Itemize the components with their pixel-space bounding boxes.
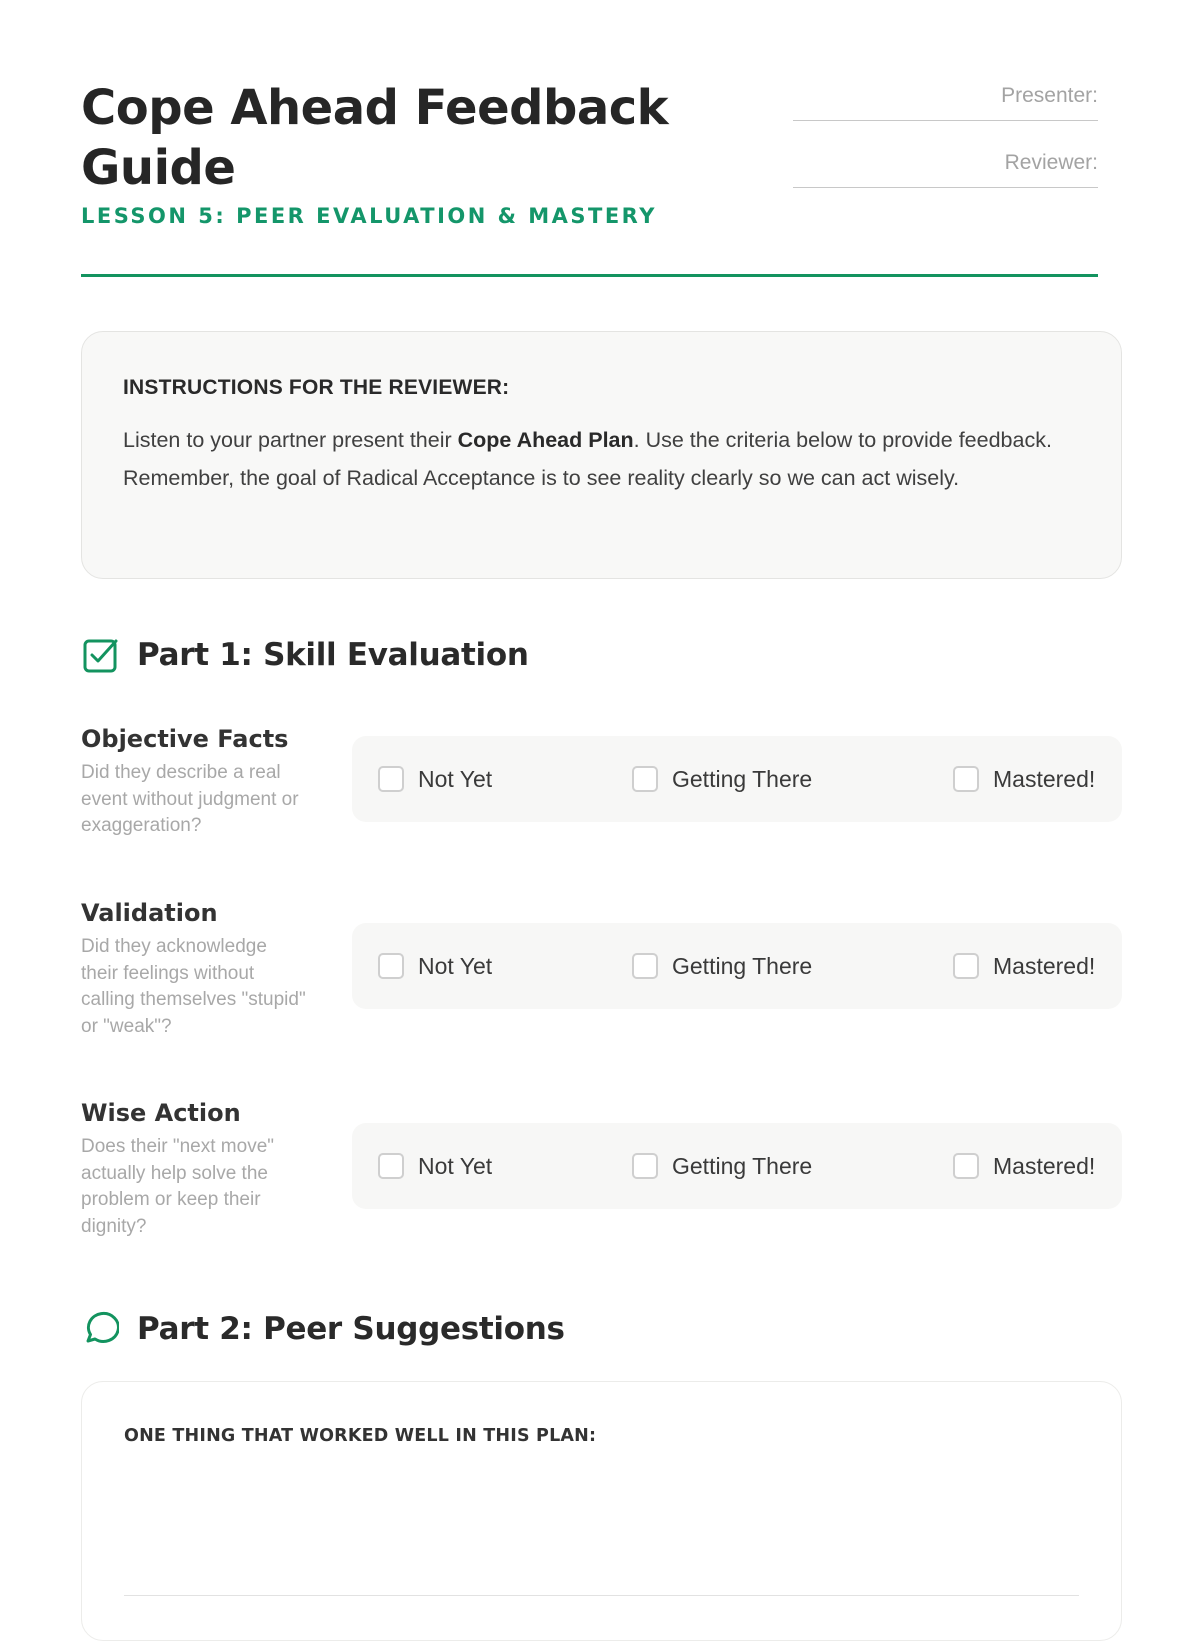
checkbox[interactable] (632, 1153, 658, 1179)
checkbox[interactable] (953, 1153, 979, 1179)
speech-bubble-icon (81, 1310, 119, 1348)
rating-group (352, 1123, 1122, 1209)
page-title: Cope Ahead Feedback Guide (81, 80, 669, 196)
checkbox[interactable] (953, 766, 979, 792)
instructions-body: Listen to your partner present their Cope Ahead Plan. Use the criteria below to provide feedback. Remember, the goal of Radical Acceptance is to see reality clearly so we can act wisely. (123, 428, 1052, 490)
checkbox-check-icon (81, 636, 119, 674)
rating-group (352, 736, 1122, 822)
criterion-title: Validation (81, 899, 218, 927)
reviewer-field[interactable] (793, 187, 1098, 188)
reviewer-label: Reviewer: (1004, 151, 1098, 174)
criterion-description: Did they acknowledge their feelings without calling themselves "stupid" or "weak"? (81, 936, 306, 1037)
instructions-title: INSTRUCTIONS FOR THE REVIEWER: (123, 376, 510, 399)
checkbox[interactable] (378, 953, 404, 979)
part2-title: Part 2: Peer Suggestions (137, 1311, 565, 1347)
checkbox[interactable] (378, 766, 404, 792)
option-mastered[interactable]: Mastered! (953, 1123, 1095, 1209)
checkbox[interactable] (632, 953, 658, 979)
part1-title: Part 1: Skill Evaluation (137, 637, 529, 673)
page-header (81, 0, 1098, 277)
peer-suggestion-box (81, 1381, 1122, 1641)
option-not-yet[interactable]: Not Yet (378, 1123, 492, 1209)
cope-ahead-plan-emphasis: Cope Ahead Plan (457, 428, 634, 452)
presenter-reviewer-fields (793, 82, 1098, 188)
criterion-title: Wise Action (81, 1099, 241, 1127)
part1-heading (81, 636, 529, 674)
option-getting-there[interactable]: Getting There (632, 736, 812, 822)
option-getting-there[interactable]: Getting There (632, 923, 812, 1009)
criterion-title: Objective Facts (81, 725, 289, 753)
option-not-yet[interactable]: Not Yet (378, 923, 492, 1009)
rating-group (352, 923, 1122, 1009)
instructions-box (81, 331, 1122, 579)
option-not-yet[interactable]: Not Yet (378, 736, 492, 822)
option-getting-there[interactable]: Getting There (632, 1123, 812, 1209)
checkbox[interactable] (632, 766, 658, 792)
criterion-description: Did they describe a real event without judgment or exaggeration? (81, 762, 299, 836)
checkbox[interactable] (378, 1153, 404, 1179)
lesson-subtitle: LESSON 5: PEER EVALUATION & MASTERY (81, 204, 657, 228)
presenter-label: Presenter: (1001, 84, 1098, 107)
checkbox[interactable] (953, 953, 979, 979)
option-mastered[interactable]: Mastered! (953, 736, 1095, 822)
presenter-field[interactable] (793, 120, 1098, 121)
suggestion-answer-line[interactable] (124, 1595, 1079, 1596)
suggestion-prompt: ONE THING THAT WORKED WELL IN THIS PLAN: (124, 1426, 597, 1446)
part2-heading (81, 1310, 565, 1348)
criterion-description: Does their "next move" actually help solve the problem or keep their dignity? (81, 1136, 275, 1237)
option-mastered[interactable]: Mastered! (953, 923, 1095, 1009)
